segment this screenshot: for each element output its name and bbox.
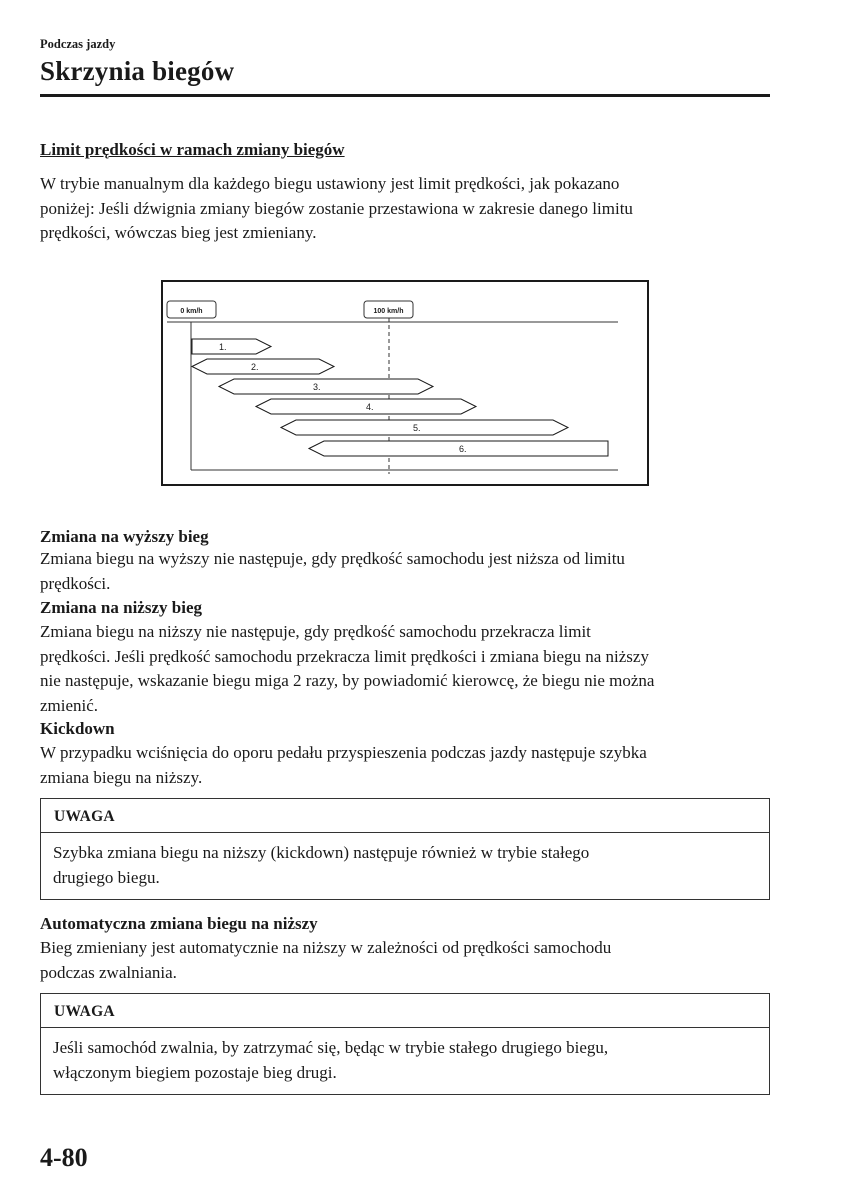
- speed-label-100: 100 km/h: [373, 308, 404, 315]
- gear-range-1: [192, 339, 271, 354]
- paragraph-line: Zmiana biegu na niższy nie następuje, gdy prędkość samochodu przekracza limit: [40, 622, 591, 641]
- gear-label-4: 4.: [366, 402, 374, 412]
- page-number: 4-80: [40, 1143, 88, 1172]
- note-title: UWAGA: [41, 799, 769, 833]
- page-title: Skrzynia biegów: [40, 56, 235, 86]
- note-line: włączonym biegiem pozostaje bieg drugi.: [53, 1062, 337, 1082]
- speed-limit-paragraph: [40, 172, 770, 246]
- upshift-heading: Zmiana na wyższy bieg: [40, 527, 209, 546]
- paragraph-line: prędkości, wówczas bieg jest zmieniany.: [40, 223, 317, 242]
- note-box-kickdown: [40, 798, 770, 900]
- note-line: Jeśli samochód zwalnia, by zatrzymać się, będąc w trybie stałego drugiego biegu,: [53, 1038, 609, 1057]
- gear-label-5: 5.: [413, 423, 421, 433]
- paragraph-line: zmiana biegu na niższy.: [40, 767, 203, 787]
- auto-downshift-heading: Automatyczna zmiana biegu na niższy: [40, 914, 318, 933]
- gear-range-5: [281, 420, 568, 435]
- paragraph-line: nie następuje, wskazanie biegu miga 2 razy, by powiadomić kierowcę, że biegu nie można: [40, 671, 655, 690]
- paragraph-line: poniżej: Jeśli dźwignia zmiany biegów zostanie przestawiona w zakresie danego limitu: [40, 198, 633, 218]
- upshift-paragraph: [40, 547, 770, 596]
- paragraph-line: W przypadku wciśnięcia do oporu pedału przyspieszenia podczas jazdy następuje szybka: [40, 743, 647, 762]
- gear-label-3: 3.: [313, 382, 321, 392]
- downshift-paragraph: [40, 620, 770, 718]
- note-body: [41, 1028, 769, 1095]
- gear-range-2: [192, 359, 334, 374]
- gear-label-1: 1.: [219, 342, 227, 352]
- title-divider: [40, 94, 770, 97]
- gear-label-6: 6.: [459, 444, 467, 454]
- paragraph-line: zmienić.: [40, 695, 99, 715]
- speed-limit-heading: Limit prędkości w ramach zmiany biegów: [40, 140, 345, 159]
- paragraph-line: Bieg zmieniany jest automatycznie na niższy w zależności od prędkości samochodu: [40, 938, 612, 957]
- note-title: UWAGA: [41, 994, 769, 1028]
- kickdown-paragraph: [40, 741, 770, 790]
- auto-downshift-paragraph: [40, 936, 770, 985]
- paragraph-line: podczas zwalniania.: [40, 962, 177, 982]
- speed-label-0: 0 km/h: [180, 308, 203, 315]
- note-line: Szybka zmiana biegu na niższy (kickdown) następuje również w trybie stałego: [53, 843, 590, 862]
- paragraph-line: prędkości.: [40, 573, 111, 593]
- gear-range-3: [219, 379, 433, 394]
- gear-label-2: 2.: [251, 362, 259, 372]
- gear-speed-diagram-svg: [163, 282, 647, 484]
- kickdown-heading: Kickdown: [40, 719, 115, 738]
- note-line: drugiego biegu.: [53, 867, 160, 887]
- paragraph-line: Zmiana biegu na wyższy nie następuje, gdy prędkość samochodu jest niższa od limitu: [40, 549, 625, 568]
- paragraph-line: W trybie manualnym dla każdego biegu ustawiony jest limit prędkości, jak pokazano: [40, 174, 620, 193]
- paragraph-line: prędkości. Jeśli prędkość samochodu przekracza limit prędkości i zmiana biegu na niższy: [40, 646, 649, 666]
- gear-speed-diagram: [161, 280, 649, 486]
- section-label: Podczas jazdy: [40, 37, 116, 51]
- note-body: [41, 833, 769, 900]
- note-box-auto-downshift: [40, 993, 770, 1095]
- downshift-heading: Zmiana na niższy bieg: [40, 598, 202, 617]
